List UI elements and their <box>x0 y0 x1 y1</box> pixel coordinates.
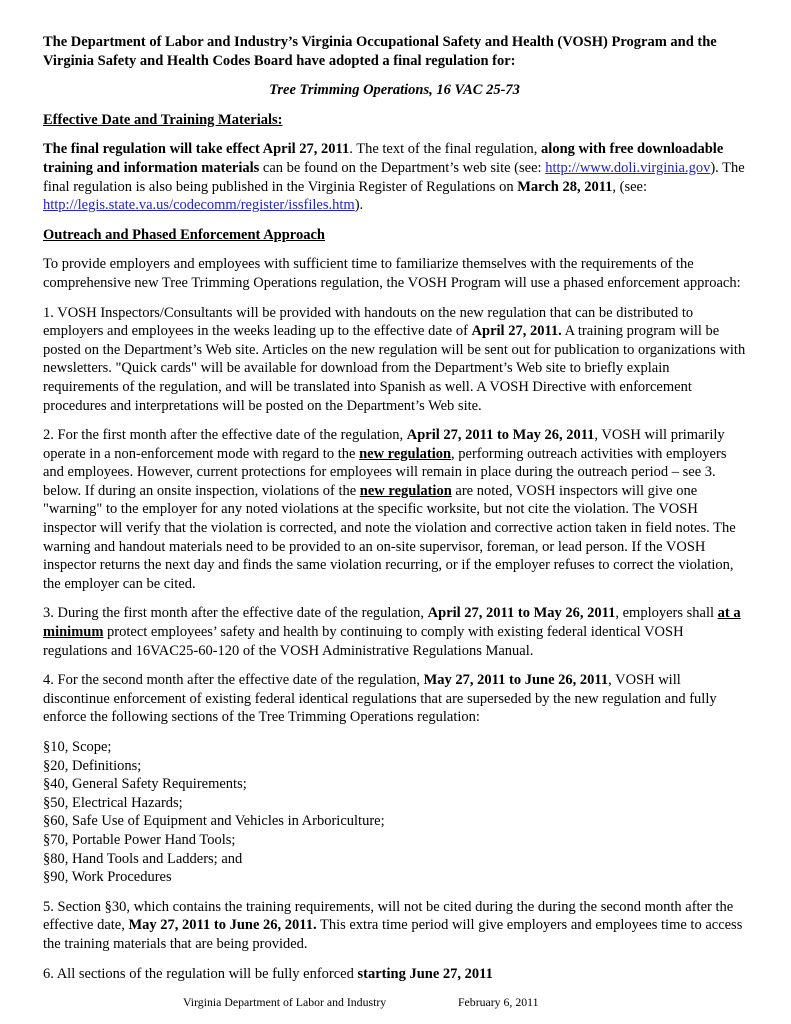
regulation-section-item: §40, General Safety Requirements; <box>43 776 247 793</box>
text-run: can be found on the Department’s web site (see: <box>259 159 546 176</box>
text-run: Outreach and Phased Enforcement Approach <box>43 226 325 243</box>
footer-date: February 6, 2011 <box>458 995 539 1010</box>
numbered-item-5 <box>43 898 746 954</box>
text-run: 3. During the first month after the effective date of the regulation, <box>43 605 428 622</box>
text-run: This extra time period will give employers and employees time to access the training materials that are being provided. <box>43 917 743 952</box>
text-run: 5. Section §30, which contains the training requirements, will not be cited during the during the second month after the effective date, <box>43 898 734 934</box>
numbered-item-2 <box>43 426 746 593</box>
text-run: The Department of Labor and Industry’s Virginia Occupational Safety and Health (VOSH) Program and the Virginia Safety and Health Codes Board have adopted a final regulation for: <box>43 34 717 69</box>
text-run: 2. For the first month after the effective date of the regulation, <box>43 427 407 444</box>
text-run: ). <box>354 197 364 214</box>
regulation-section-item: §60, Safe Use of Equipment and Vehicles in Arboriculture; <box>43 813 385 830</box>
text-run: A training program will be posted on the Department’s Web site. Articles on the new regulation will be sent out for publication to organizations with newsletters. "Quick cards" will be available for download from the Department’s Web site to briefly explain requirements of the regulation, and will be translated into Spanish as well. A VOSH Directive with enforcement procedures and interpretations will be posted on the Department’s Web site. <box>43 323 746 414</box>
text-run: To provide employers and employees with sufficient time to familiarize themselves with the requirements of the comprehensive new Tree Trimming Operations regulation, the VOSH Program will use a phased enforcement approach: <box>43 256 741 291</box>
numbered-item-3 <box>43 604 746 660</box>
regulation-section-item: §10, Scope; <box>43 739 112 755</box>
numbered-item-1 <box>43 304 746 416</box>
numbered-item-6 <box>43 965 746 984</box>
regulation-section-item: §80, Hand Tools and Ladders; and <box>43 850 243 867</box>
numbered-item-4 <box>43 671 746 727</box>
text-run: , VOSH will discontinue enforcement of existing federal identical regulations that are superseded by the new regulation and fully enforce the following sections of the Tree Trimming Operations regulation: <box>43 672 717 726</box>
text-run: 1. VOSH Inspectors/Consultants will be provided with handouts on the new regulation that can be distributed to employers and employees in the weeks leading up to the effective date of <box>43 304 694 340</box>
text-run: , VOSH will primarily operate in a non-enforcement mode with regard to the <box>43 427 725 462</box>
text-run: 4. For the second month after the effective date of the regulation, <box>43 672 424 689</box>
text-run: starting June 27, 2011 <box>357 965 493 982</box>
text-run: 6. All sections of the regulation will be fully enforced <box>43 965 358 982</box>
text-run: protect employees’ safety and health by continuing to comply with existing federal identical VOSH regulations and 16VAC25-60-120 of the VOSH Administrative Regulations Manual. <box>43 624 684 659</box>
text-run: ). The final regulation is also being published in the Virginia Register of Regulations on <box>43 159 745 195</box>
footer-organization: Virginia Department of Labor and Industry <box>183 995 387 1010</box>
hyperlink[interactable]: http://www.doli.virginia.gov <box>545 159 711 176</box>
text-run: are noted, VOSH inspectors will give one "warning" to the employer for any noted violations at the specific worksite, but not cite the violation. The VOSH inspector will verify that the violation is corrected, and note the violation and corrective action taken in field notes. The warning and handout materials need to be provided to an on-site supervisor, foreman, or lead person. If the VOSH inspector returns the next day and finds the same violation recurring, or if the employer refuses to correct the violation, the employer can be cited. <box>43 482 736 592</box>
text-run: , performing outreach activities with employers and employees. However, current protections for employees will remain in place during the outreach period – see 3. below. If during an onsite inspection, violations of the <box>43 445 727 499</box>
text-run: at a minimum <box>43 605 741 641</box>
section-heading-effective-date <box>43 111 746 130</box>
regulation-section-item: §50, Electrical Hazards; <box>43 794 183 811</box>
regulation-section-item: §20, Definitions; <box>43 757 142 774</box>
text-run: The final regulation will take effect April 27, 2011 <box>43 141 350 158</box>
text-run: May 27, 2011 to June 26, 2011. <box>128 917 317 934</box>
text-run: April 27, 2011. <box>471 323 562 340</box>
effective-date-paragraph <box>43 140 746 214</box>
text-run: new regulation <box>359 482 452 499</box>
regulation-section-item: §90, Work Procedures <box>43 869 172 886</box>
regulation-section-item: §70, Portable Power Hand Tools; <box>43 831 236 848</box>
outreach-intro-paragraph <box>43 255 746 292</box>
text-run: April 27, 2011 to May 26, 2011 <box>406 427 595 444</box>
text-run: Tree Trimming Operations, 16 VAC 25-73 <box>269 82 520 99</box>
text-run: , (see: <box>612 178 648 195</box>
text-run: April 27, 2011 to May 26, 2011 <box>427 605 616 622</box>
regulation-sections-list <box>43 738 746 887</box>
document-title <box>43 81 746 100</box>
intro-paragraph <box>43 33 746 70</box>
page-footer <box>43 994 746 1012</box>
text-run: March 28, 2011 <box>517 178 613 195</box>
hyperlink[interactable]: http://legis.state.va.us/codecomm/register/issfiles.htm <box>43 197 355 214</box>
text-run: May 27, 2011 to June 26, 2011 <box>423 672 609 689</box>
text-run: new regulation <box>359 445 452 462</box>
text-run: . The text of the final regulation, <box>349 141 542 158</box>
document-body <box>43 33 746 983</box>
text-run: along with free downloadable training and information materials <box>43 141 724 176</box>
text-run: Effective Date and Training Materials: <box>43 111 283 128</box>
text-run: , employers shall <box>615 605 718 622</box>
section-heading-outreach <box>43 226 746 245</box>
